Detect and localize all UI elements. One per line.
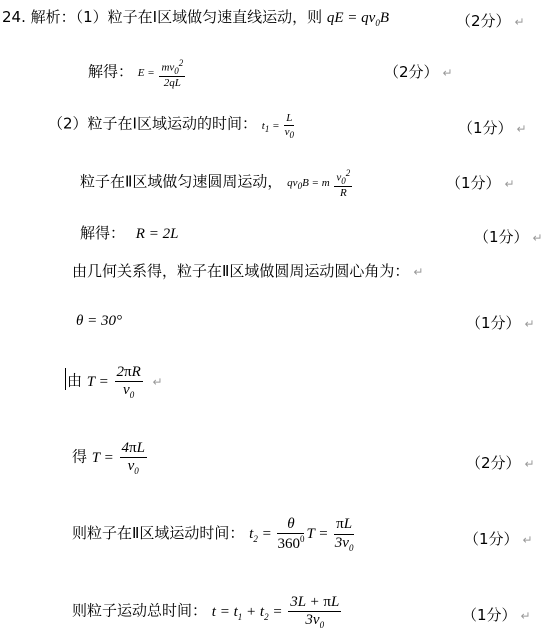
equation-angle: θ = 30° bbox=[76, 313, 122, 329]
equation-total-time: $t = t_1 + t_2$ = $\frac{3L + \pi L}{3v_0}$ bbox=[211, 594, 340, 631]
equation-period: T = $\frac{2\pi R}{v_0}$ bbox=[86, 364, 141, 401]
score-line-11: （1分） ↵ bbox=[462, 606, 531, 624]
score-line-1: （2分） ↵ bbox=[456, 12, 525, 30]
solution-line-11: 则粒子运动总时间： $t = t_1 + t_2$ = $\frac{3L + \pi L}{3v_0}$ bbox=[72, 594, 343, 631]
paragraph-mark-icon: ↵ bbox=[442, 66, 453, 80]
paragraph-mark-icon: ↵ bbox=[522, 533, 533, 547]
equation-radius: R = 2L bbox=[135, 226, 179, 242]
solution-line-3: （2）粒子在Ⅰ区域运动的时间： $t_1$ = $\frac{L}{v_0}$ bbox=[48, 112, 296, 140]
score-line-9: （2分） ↵ bbox=[466, 454, 535, 472]
paragraph-mark-icon: ↵ bbox=[413, 265, 424, 279]
paragraph-mark-icon: ↵ bbox=[524, 457, 535, 471]
score-line-2: （2分） ↵ bbox=[384, 63, 453, 81]
paragraph-mark-icon: ↵ bbox=[532, 231, 543, 245]
paragraph-mark-icon: ↵ bbox=[152, 374, 163, 389]
paragraph-mark-icon: ↵ bbox=[516, 122, 527, 136]
solution-line-9: 得 T = $\frac{4\pi L}{v_0}$ bbox=[72, 440, 149, 477]
score-line-4: （1分） ↵ bbox=[446, 174, 515, 192]
solution-line-8: 由 T = $\frac{2\pi R}{v_0}$ ↵ bbox=[67, 364, 163, 401]
solution-line-7 bbox=[76, 312, 122, 329]
paragraph-mark-icon: ↵ bbox=[504, 177, 515, 191]
text-cursor bbox=[65, 368, 66, 390]
solution-line-6: 由几何关系得，粒子在Ⅱ区域做圆周运动圆心角为： ↵ bbox=[72, 262, 424, 280]
paragraph-mark-icon: ↵ bbox=[520, 609, 531, 623]
score-line-7: （1分） ↵ bbox=[466, 314, 535, 332]
question-header bbox=[2, 10, 389, 28]
equation-time-2: $t_2$ = $\frac{\theta}{360^0}$ T = $\frac{\pi L}{3v_0}$ bbox=[249, 516, 354, 553]
equation-force-balance: qE = $qv_0B$ bbox=[326, 10, 389, 28]
score-line-10: （1分） ↵ bbox=[464, 530, 533, 548]
score-line-5: （1分） ↵ bbox=[474, 228, 543, 246]
header-text: 24. 解析：（1）粒子在Ⅰ区域做匀速直线运动，则 bbox=[2, 8, 323, 26]
solution-line-4: 粒子在Ⅱ区域做匀速圆周运动， $qv_0B = m$ $\frac{v_0^2}{R}$ bbox=[80, 168, 354, 200]
equation-period-result: T = $\frac{4\pi L}{v_0}$ bbox=[91, 440, 145, 477]
equation-e-field: E = $\frac{mv_0^2}{2qL}$ bbox=[137, 58, 184, 90]
solution-line-10: 则粒子在Ⅱ区域运动时间： $t_2$ = $\frac{\theta}{360^0}$ T = $\frac{\pi L}{3v_0}$ bbox=[72, 516, 356, 554]
paragraph-mark-icon: ↵ bbox=[524, 317, 535, 331]
equation-circular-motion: $qv_0B = m$ $\frac{v_0^2}{R}$ bbox=[287, 168, 351, 200]
solution-line-2: 解得： E = $\frac{mv_0^2}{2qL}$ bbox=[88, 58, 187, 90]
solution-line-5: 解得： R = 2L bbox=[80, 224, 179, 242]
equation-time-1: $t_1$ = $\frac{L}{v_0}$ bbox=[261, 112, 294, 140]
paragraph-mark-icon: ↵ bbox=[514, 15, 525, 29]
score-line-3: （1分） ↵ bbox=[458, 119, 527, 137]
